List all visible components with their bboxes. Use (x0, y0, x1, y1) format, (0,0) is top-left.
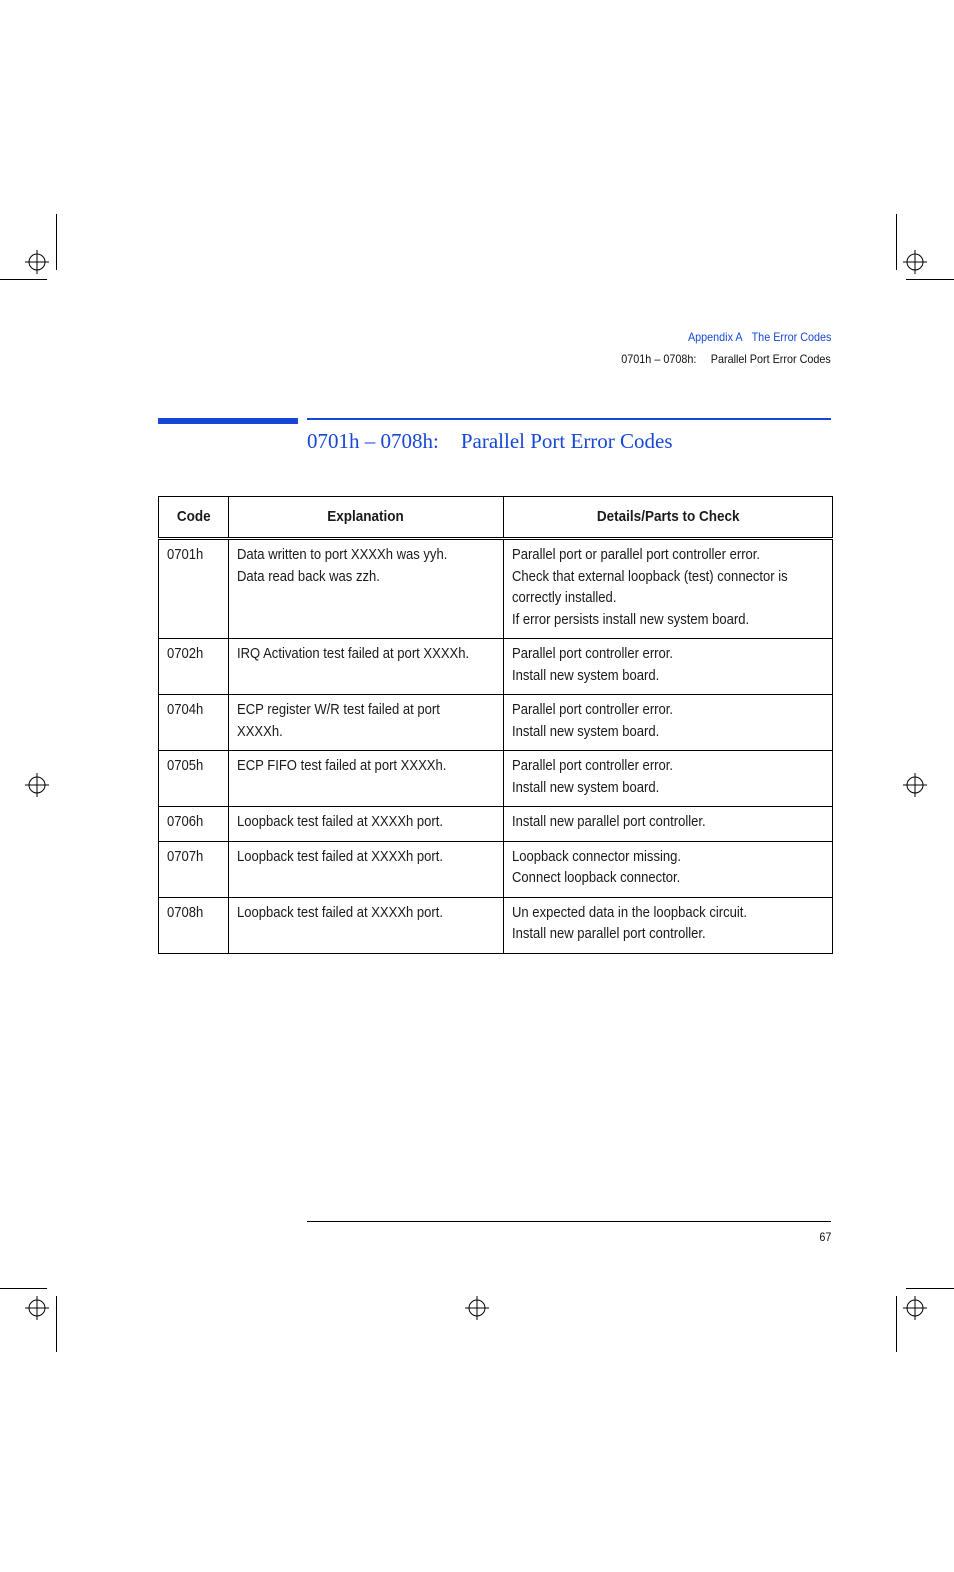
table-row (159, 841, 833, 897)
details-line: Install new parallel port controller. (511, 926, 706, 942)
footer-rule (307, 1221, 831, 1222)
details-line: Install new system board. (511, 667, 660, 684)
registration-target-icon (465, 1296, 489, 1320)
explanation-line: Loopback test failed at XXXXh port. (236, 848, 443, 865)
error-code: 0707h (167, 848, 204, 865)
registration-target-icon (25, 250, 49, 274)
table-row (159, 695, 833, 751)
section-range: 0701h – 0708h: (307, 429, 439, 453)
error-code: 0702h (167, 646, 204, 662)
error-code: 0706h (167, 814, 204, 830)
details-line: Loopback connector missing. (511, 848, 681, 865)
details-cell (503, 841, 832, 897)
table-row (159, 639, 833, 695)
page-number: 67 (818, 1230, 831, 1244)
explanation-line: Loopback test failed at XXXXh port. (236, 904, 443, 921)
details-line: Install new parallel port controller. (511, 814, 706, 830)
registration-target-icon (25, 1296, 49, 1320)
details-line: Parallel port controller error. (511, 758, 673, 774)
table-row (159, 897, 833, 953)
crop-mark (0, 279, 47, 280)
crop-mark (56, 214, 57, 270)
explanation-line: ECP FIFO test failed at port XXXXh. (236, 758, 447, 774)
code-cell (159, 639, 229, 695)
explanation-line: IRQ Activation test failed at port XXXXh. (236, 646, 470, 662)
header-chapter: The Error Codes (751, 330, 831, 344)
explanation-line: ECP register W/R test failed at port (236, 702, 440, 718)
explanation-cell (228, 841, 503, 897)
table-header-row (159, 497, 833, 539)
error-code: 0701h (167, 547, 204, 563)
details-line: correctly installed. (511, 590, 617, 606)
error-code: 0704h (167, 702, 204, 718)
error-code-table (158, 496, 833, 954)
explanation-cell (228, 897, 503, 953)
code-cell (159, 897, 229, 953)
details-cell (503, 695, 832, 751)
details-cell (503, 539, 832, 639)
details-line: Install new system board. (511, 779, 660, 796)
crop-mark (0, 1288, 47, 1289)
explanation-cell (228, 539, 503, 639)
code-cell (159, 751, 229, 807)
details-line: Parallel port or parallel port controller error. (511, 547, 760, 563)
header-topic: Parallel Port Error Codes (710, 352, 831, 366)
code-cell (159, 539, 229, 639)
registration-target-icon (903, 250, 927, 274)
explanation-cell (228, 751, 503, 807)
code-cell (159, 695, 229, 751)
table-row (159, 539, 833, 639)
details-line: If error persists install new system board. (511, 611, 749, 628)
crop-mark (896, 214, 897, 270)
explanation-line: Loopback test failed at XXXXh port. (236, 814, 443, 830)
details-line: Parallel port controller error. (511, 702, 673, 718)
code-cell (159, 841, 229, 897)
details-line: Check that external loopback (test) connector is (511, 568, 788, 585)
crop-mark (906, 279, 954, 280)
details-cell (503, 807, 832, 842)
section-accent-bar (158, 418, 298, 424)
crop-mark (896, 1296, 897, 1352)
header-range: 0701h – 0708h: (621, 352, 697, 366)
registration-target-icon (903, 773, 927, 797)
details-line: Un expected data in the loopback circuit. (511, 904, 747, 921)
table-row (159, 751, 833, 807)
section-rule (307, 418, 831, 420)
section-title (307, 429, 673, 454)
column-header-code: Code (159, 497, 229, 539)
header-appendix: Appendix A (687, 330, 743, 344)
table-row (159, 807, 833, 842)
column-header-details: Details/Parts to Check (503, 497, 832, 539)
details-cell (503, 897, 832, 953)
crop-mark (56, 1296, 57, 1352)
details-line: Parallel port controller error. (511, 646, 673, 662)
explanation-cell (228, 695, 503, 751)
crop-mark (906, 1288, 954, 1289)
explanation-cell (228, 639, 503, 695)
explanation-line: XXXXh. (236, 723, 283, 740)
error-code: 0708h (167, 904, 204, 921)
details-line: Install new system board. (511, 723, 660, 740)
column-header-explanation: Explanation (228, 497, 503, 539)
running-header-chapter (688, 330, 831, 344)
details-line: Connect loopback connector. (511, 870, 681, 886)
explanation-line: Data written to port XXXXh was yyh. (236, 547, 448, 563)
running-header-section (621, 352, 831, 366)
explanation-line: Data read back was zzh. (236, 568, 380, 585)
code-cell (159, 807, 229, 842)
registration-target-icon (25, 773, 49, 797)
error-code: 0705h (167, 758, 204, 774)
registration-target-icon (903, 1296, 927, 1320)
explanation-cell (228, 807, 503, 842)
section-title-text: Parallel Port Error Codes (460, 429, 673, 453)
details-cell (503, 751, 832, 807)
details-cell (503, 639, 832, 695)
